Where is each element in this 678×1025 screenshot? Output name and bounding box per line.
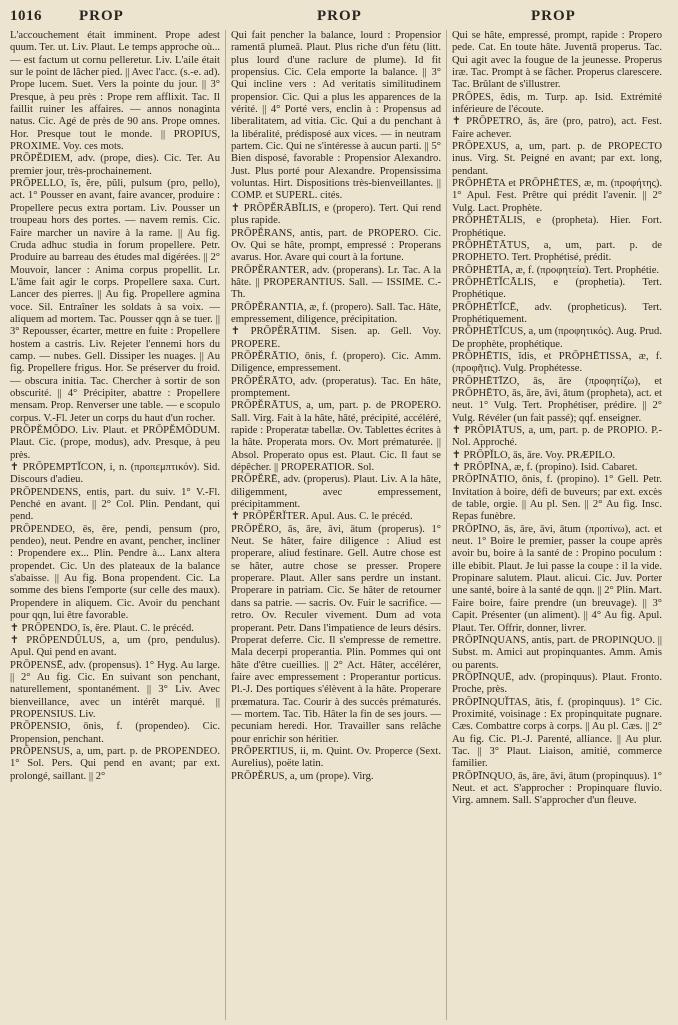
column-2 [231, 30, 441, 1020]
dictionary-entry: PRŌPĔRANTER, adv. (properans). Lr. Tac. A la hâte. || PROPERANTIUS. Sall. — ISSIME. C.-Th. [231, 264, 441, 301]
dictionary-entry: ✝ PRŌPETRO, ās, āre (pro, patro), act. Fest. Faire achever. [452, 116, 662, 140]
dictionary-entry: ✝ PRŌPĔRĀBĬLIS, e (propero). Tert. Qui rend plus rapide. [231, 202, 441, 227]
dictionary-entry: Qui se hâte, empressé, prompt, rapide : Propero pede. Cat. En toute hâte. Juventā properus. Tac. Qui agit avec la fougue de la jeunesse. Properus iræ. Tac. Prompt à se fâcher. Properus clarescere. Tac. Brûlant de s'illustrer. [452, 30, 662, 91]
dictionary-entry: PRŌPĔRUS, a, um (prope). Virg. [231, 770, 374, 782]
dictionary-entry: PRŌPĔRANS, antis, part. de PROPERO. Cic. Ov. Qui se hâte, prompt, empressé : Properans avarus. Hor. Avare qui court à la fortune. [231, 227, 441, 264]
dictionary-entry: ✝ PRŌPENDO, ĭs, ĕre. Plaut. C. le précéd. [10, 622, 194, 634]
dictionary-entry: Qui fait pencher la balance, lourd : Propensior ramentā plumeā. Plaut. Plus riche d'un fétu (litt. plus lourd d'une raclure de plume). Id fit propensius. Cic. Cela emporte la balance. || 3° Qui incline vers : Ad veritatis similitudinem propensior. Cic. Qui a plus les apparences de la vérité. || 4° Porté vers, enclin à : Propensus ad liberalitatem, ad vitia. Cic. Qui a du penchant à la libéralité, prédisposé aux vices. — in neutram partem. Cic. Qui ne s'intéresse à aucun parti. || 5° Bien disposé, favorable : Propensior Alexandro. Just. Plus porté pour Alexandre. Propensissima voluntas. Hirt. Dispositions très-bienveillantes. || COMP. et SUPERL. cités. [231, 30, 441, 202]
dictionary-entry: PRŌPĔRANTIA, æ, f. (propero). Sall. Tac. Hâte, empressement, diligence, précipitation. [231, 301, 441, 325]
dictionary-entry: PRŌPĪNQUĬTAS, ātis, f. (propinquus). 1° Cic. Proximité, voisinage : Ex propinquitate pugnare. Cæs. Combattre corps à corps. || Au pl. Cæs. || 2° Au fig. Cic. Pl.-J. Parenté, alliance. || Au plur. Tac. || 3° Plaut. Liaison, amitié, commerce familier. [452, 696, 662, 770]
dictionary-entry: PRŌPERTIUS, ii, m. Quint. Ov. Properce (Sext. Aurelius), poëte latin. [231, 745, 441, 770]
dictionary-entry: PRŌPĪNQUANS, antis, part. de PROPINQUO. || Subst. m. Amici aut propinquantes. Amm. Amis ou parents. [452, 634, 662, 671]
dictionary-entry: PRŌPĪNĀTIO, ōnis, f. (propino). 1° Gell. Petr. Invitation à boire, défi de buveurs; par ext. excès de table, orgie. || Au pl. Sen. || 2° Au fig. Insc. Repas funèbre. [452, 474, 662, 523]
dictionary-entry: PRŌPĔRĀTUS, a, um, part. p. de PROPERO. Sall. Virg. Fait à la hâte, hâté, précipité, accéléré, rapide : Properatæ tabellæ. Ov. Tablettes écrites à la hâte. Properata mors. Ov. Mort prématurée. || Absol. Properato opus est. Plaut. Cic. Il faut se dépêcher. || PROPERATIOR. Sol. [231, 400, 441, 474]
dictionary-entry: PRŌPES, ĕdis, m. Turp. ap. Isid. Extrémité inférieure de l'écoute. [452, 91, 662, 116]
dictionary-entry: PRŌPĪNQUĒ, adv. (propinquus). Plaut. Fronto. Proche, près. [452, 671, 662, 696]
dictionary-entry: ✝ PRŌPEMPTĬCON, i, n. (προπεμπτικόν). Sid. Discours d'adieu. [10, 462, 220, 486]
dictionary-entry: PRŌPHĒTĀTUS, a, um, part. p. de PROPHETO. Tert. Prophétisé, prédit. [452, 239, 662, 264]
running-head-right: PROP [531, 8, 576, 24]
dictionary-entry: PRŌPĔRĒ, adv. (properus). Plaut. Liv. A la hâte, diligemment, avec empressement, précipitamment. [231, 474, 441, 511]
dictionary-entry: PRŌPĪNQUO, ās, āre, āvi, ātum (propinquus). 1° Neut. et act. S'approcher : Propinquare fluvio. Virg. amnem. Sall. S'approcher d'un fleuve. [452, 770, 662, 807]
dictionary-entry: PRŌPENSĒ, adv. (propensus). 1° Hyg. Au large. || 2° Au fig. Cic. En suivant son penchant, naturellement, spontanément. || 3° Liv. Avec bienveillance, avec un intérêt marqué. || PROPENSIUS. Liv. [10, 659, 220, 720]
dictionary-entry: PRŌPHĒTĬCĒ, adv. (propheticus). Tert. Prophétiquement. [452, 301, 662, 325]
dictionary-entry: PRŌPENSIO, ōnis, f. (propendeo). Cic. Propension, penchant. [10, 721, 220, 745]
dictionary-entry: ✝ PRŌPĬLO, ās, āre. Voy. PRÆPILO. [452, 449, 616, 461]
dictionary-entry: PRŌPHĒTĬCUS, a, um (προφητικός). Aug. Prud. De prophète, prophétique. [452, 326, 662, 350]
dictionary-entry: PRŌPĔMŎDO. Liv. Plaut. et PRŌPĔMŎDUM. Plaut. Cic. (prope, modus), adv. Presque, à peu près. [10, 425, 220, 461]
dictionary-entry: PRŌPHĒTIS, ĭdis, et PRŌPHĒTISSA, æ, f. (προφῆτις). Vulg. Prophétesse. [452, 350, 662, 375]
dictionary-entry: PRŌPHĒTĪA, æ, f. (προφητεία). Tert. Prophétie. [452, 264, 660, 276]
dictionary-entry: ✝ PRŌPĔRĬTER. Apul. Aus. C. le précéd. [231, 511, 413, 523]
dictionary-entry: PRŌPENDENS, entis, part. du suiv. 1° V.-Fl. Penché en avant. || 2° Col. Plin. Pendant, qui pend. [10, 486, 220, 523]
column-rule [225, 30, 226, 1020]
dictionary-entry: ✝ PRŌPĔRĀTIM. Sisen. ap. Gell. Voy. PROPERE. [231, 326, 441, 350]
column-3 [452, 30, 662, 1020]
dictionary-entry: PRŌPHĒTA et PRŌPHĒTES, æ, m. (προφήτης). 1° Apul. Fest. Prêtre qui prédit l'avenir. || 2° Vulg. Lact. Prophète. [452, 178, 662, 214]
dictionary-entry: PRŌPĔRO, ās, āre, āvi, ātum (properus). 1° Neut. Se hâter, faire diligence : Aliud est properare, aliud festinare. Gell. Autre chose est se hâter, autre chose se presser. Propere properare. Plaut. Aller sans perdre un instant. Properare in patriam. Cic. Se hâter de retourner dans sa patrie. — sacris. Ov. Fuir le sacrifice. — retro. Ov. Reculer vivement. Dum ad vota properant. Petr. Dans l'impatience de leurs désirs. Properat deferre. Cic. Il s'empresse de remettre. Mala decerpi properantia. Plin. Pommes qui ont hâte d'être cueillies. || 2° Act. Hâter, accélérer, faire avec empressement : Properantur porticus. Pl.-J. Des portiques s'élèvent à la hâte. Properare prœmatura. Tac. Courir à des succès prématurés. — mortem. Tac. Tib. Hâter la fin de ses jours. — pecuniam heredi. Hor. Travailler sans relâche pour enrichir son héritier. [231, 523, 441, 745]
column-rule [446, 30, 447, 1020]
dictionary-entry: PRŌPHĒTĬCĀLIS, e (prophetia). Tert. Prophétique. [452, 276, 662, 301]
dictionary-entry: PRŌPENDEO, ēs, ēre, pendi, pensum (pro, pendeo), neut. Pendre en avant, pencher, incliner : Propendere ex... Plin. Pendre à... Lanx altera propendet. Cic. Un des plateaux de la balance s'abaisse. || Au fig. Bona propendent. Cic. La somme des biens l'emporte (sur celle des maux). Propendere in aliquem. Cic. Avoir du penchant pour qqn, lui être favorable. [10, 523, 220, 622]
dictionary-entry: ✝ PRŌPIĀTUS, a, um, part. p. de PROPIO. P.-Nol. Approché. [452, 425, 662, 449]
running-head-left: PROP [79, 8, 124, 24]
dictionary-entry: PRŌPĪNO, ās, āre, āvi, ātum (προπίνω), act. et neut. 1° Boire le premier, passer la coupe après avoir bu, boire à la santé de : Propino poculum : ille ebibit. Plaut. Je lui passe la coupe : il la vide. Propinare salutem. Plaut. alicui. Cic. Juv. Porter une santé, boire à la santé de qqn. || 2° Plin. Mart. Faire boire, faire prendre (un breuvage). || 3° Capit. Présenter (un aliment). || 4° Au fig. Apul. Plaut. Ter. Offrir, donner, livrer. [452, 523, 662, 634]
dictionary-entry: PRŌPHĒTĪZO, ās, āre (προφητίζω), et PRŌPHĒTO, ās, āre, āvi, ātum (propheta), act. et neut. 1° Vulg. Tert. Prophétiser, prédire. || 2° Vulg. Révéler (un fait passé); qqf. enseigner. [452, 375, 662, 424]
dictionary-entry: PRŌPHĒTĀLIS, e (propheta). Hier. Fort. Prophétique. [452, 215, 662, 239]
dictionary-entry: ✝ PRŌPĪNA, æ, f. (propino). Isid. Cabaret. [452, 462, 638, 474]
dictionary-entry: PRŌPELLO, ĭs, ĕre, pŭli, pulsum (pro, pello), act. 1° Pousser en avant, faire avancer, produire : Propellere pecus extra portam. Liv. Pousser un troupeau hors des portes. — navem remis. Cic. Faire marcher un navire à la rame. || Au fig. Cruda adhuc studia in forum propellere. Petr. Produire au barreau des études mal digérées. || 2° Mouvoir, lancer : Anima corpus propellit. Lr. L'âme fait agir le corps. Propellere saxa. Curt. Lancer des pierres. || Au fig. Propellere agmina voce. Sil. Entraîner les soldats à sa voix. — aliquem ad mortem. Tac. Pousser qqn à se tuer. || 3° Repousser, écarter, mettre en fuite : Propellere hostem a castris. Liv. Rejeter l'ennemi hors du camp. — nubes. Gell. Dissiper les nuages. || Au fig. Propellere frigus. Hor. Se préserver du froid. — obscura initia. Tac. Chercher à sortir de son obscurité. || 4° Précipiter, abattre : Propellere mensam. Prop. Renverser une table. — e scopulo corpus. V.-Fl. Jeter un corps du haut d'un rocher. [10, 178, 220, 424]
dictionary-entry: PRŌPĔRĀTIO, ōnis, f. (propero). Cic. Amm. Diligence, empressement. [231, 350, 441, 375]
dictionary-entry: PRŌPENSUS, a, um, part. p. de PROPENDEO. 1° Sol. Pers. Qui pend en avant; par ext. prolongé, saillant. || 2° [10, 745, 220, 782]
dictionary-entry: PRŌPĔRĀTO, adv. (properatus). Tac. En hâte, promptement. [231, 375, 441, 399]
page-number: 1016 [10, 8, 42, 24]
dictionary-entry: L'accouchement était imminent. Prope adest quum. Ter. ut. Liv. Plaut. Le temps approche où... — est factum ut cornu pelleretur. Liv. L'aile était sur le point de lâcher pied. || Avec l'acc. (s.-e. ad). Prope lucem. Suet. Vers la pointe du jour. || 3° Presque, à peu près : Prope rem afflixit. Tac. Il faillit ruiner les affaires. — annos nonaginta natus. Cic. Agé de près de 90 ans. Prope omnes. Hor. Presque tout le monde. || PROPIUS, PROXIME. Voy. ces mots. [10, 30, 220, 153]
dictionary-entry: PRŌPEXUS, a, um, part. p. de PROPECTO inus. Virg. St. Peigné en avant; par ext. long, pendant. [452, 141, 662, 177]
column-1 [10, 30, 220, 1020]
page-header [0, 0, 678, 28]
dictionary-entry: PRŌPĔDIEM, adv. (prope, dies). Cic. Ter. Au premier jour, très-prochainement. [10, 153, 220, 177]
running-head-center: PROP [317, 8, 362, 24]
dictionary-entry: ✝ PRŌPENDŬLUS, a, um (pro, pendulus). Apul. Qui pend en avant. [10, 634, 220, 659]
